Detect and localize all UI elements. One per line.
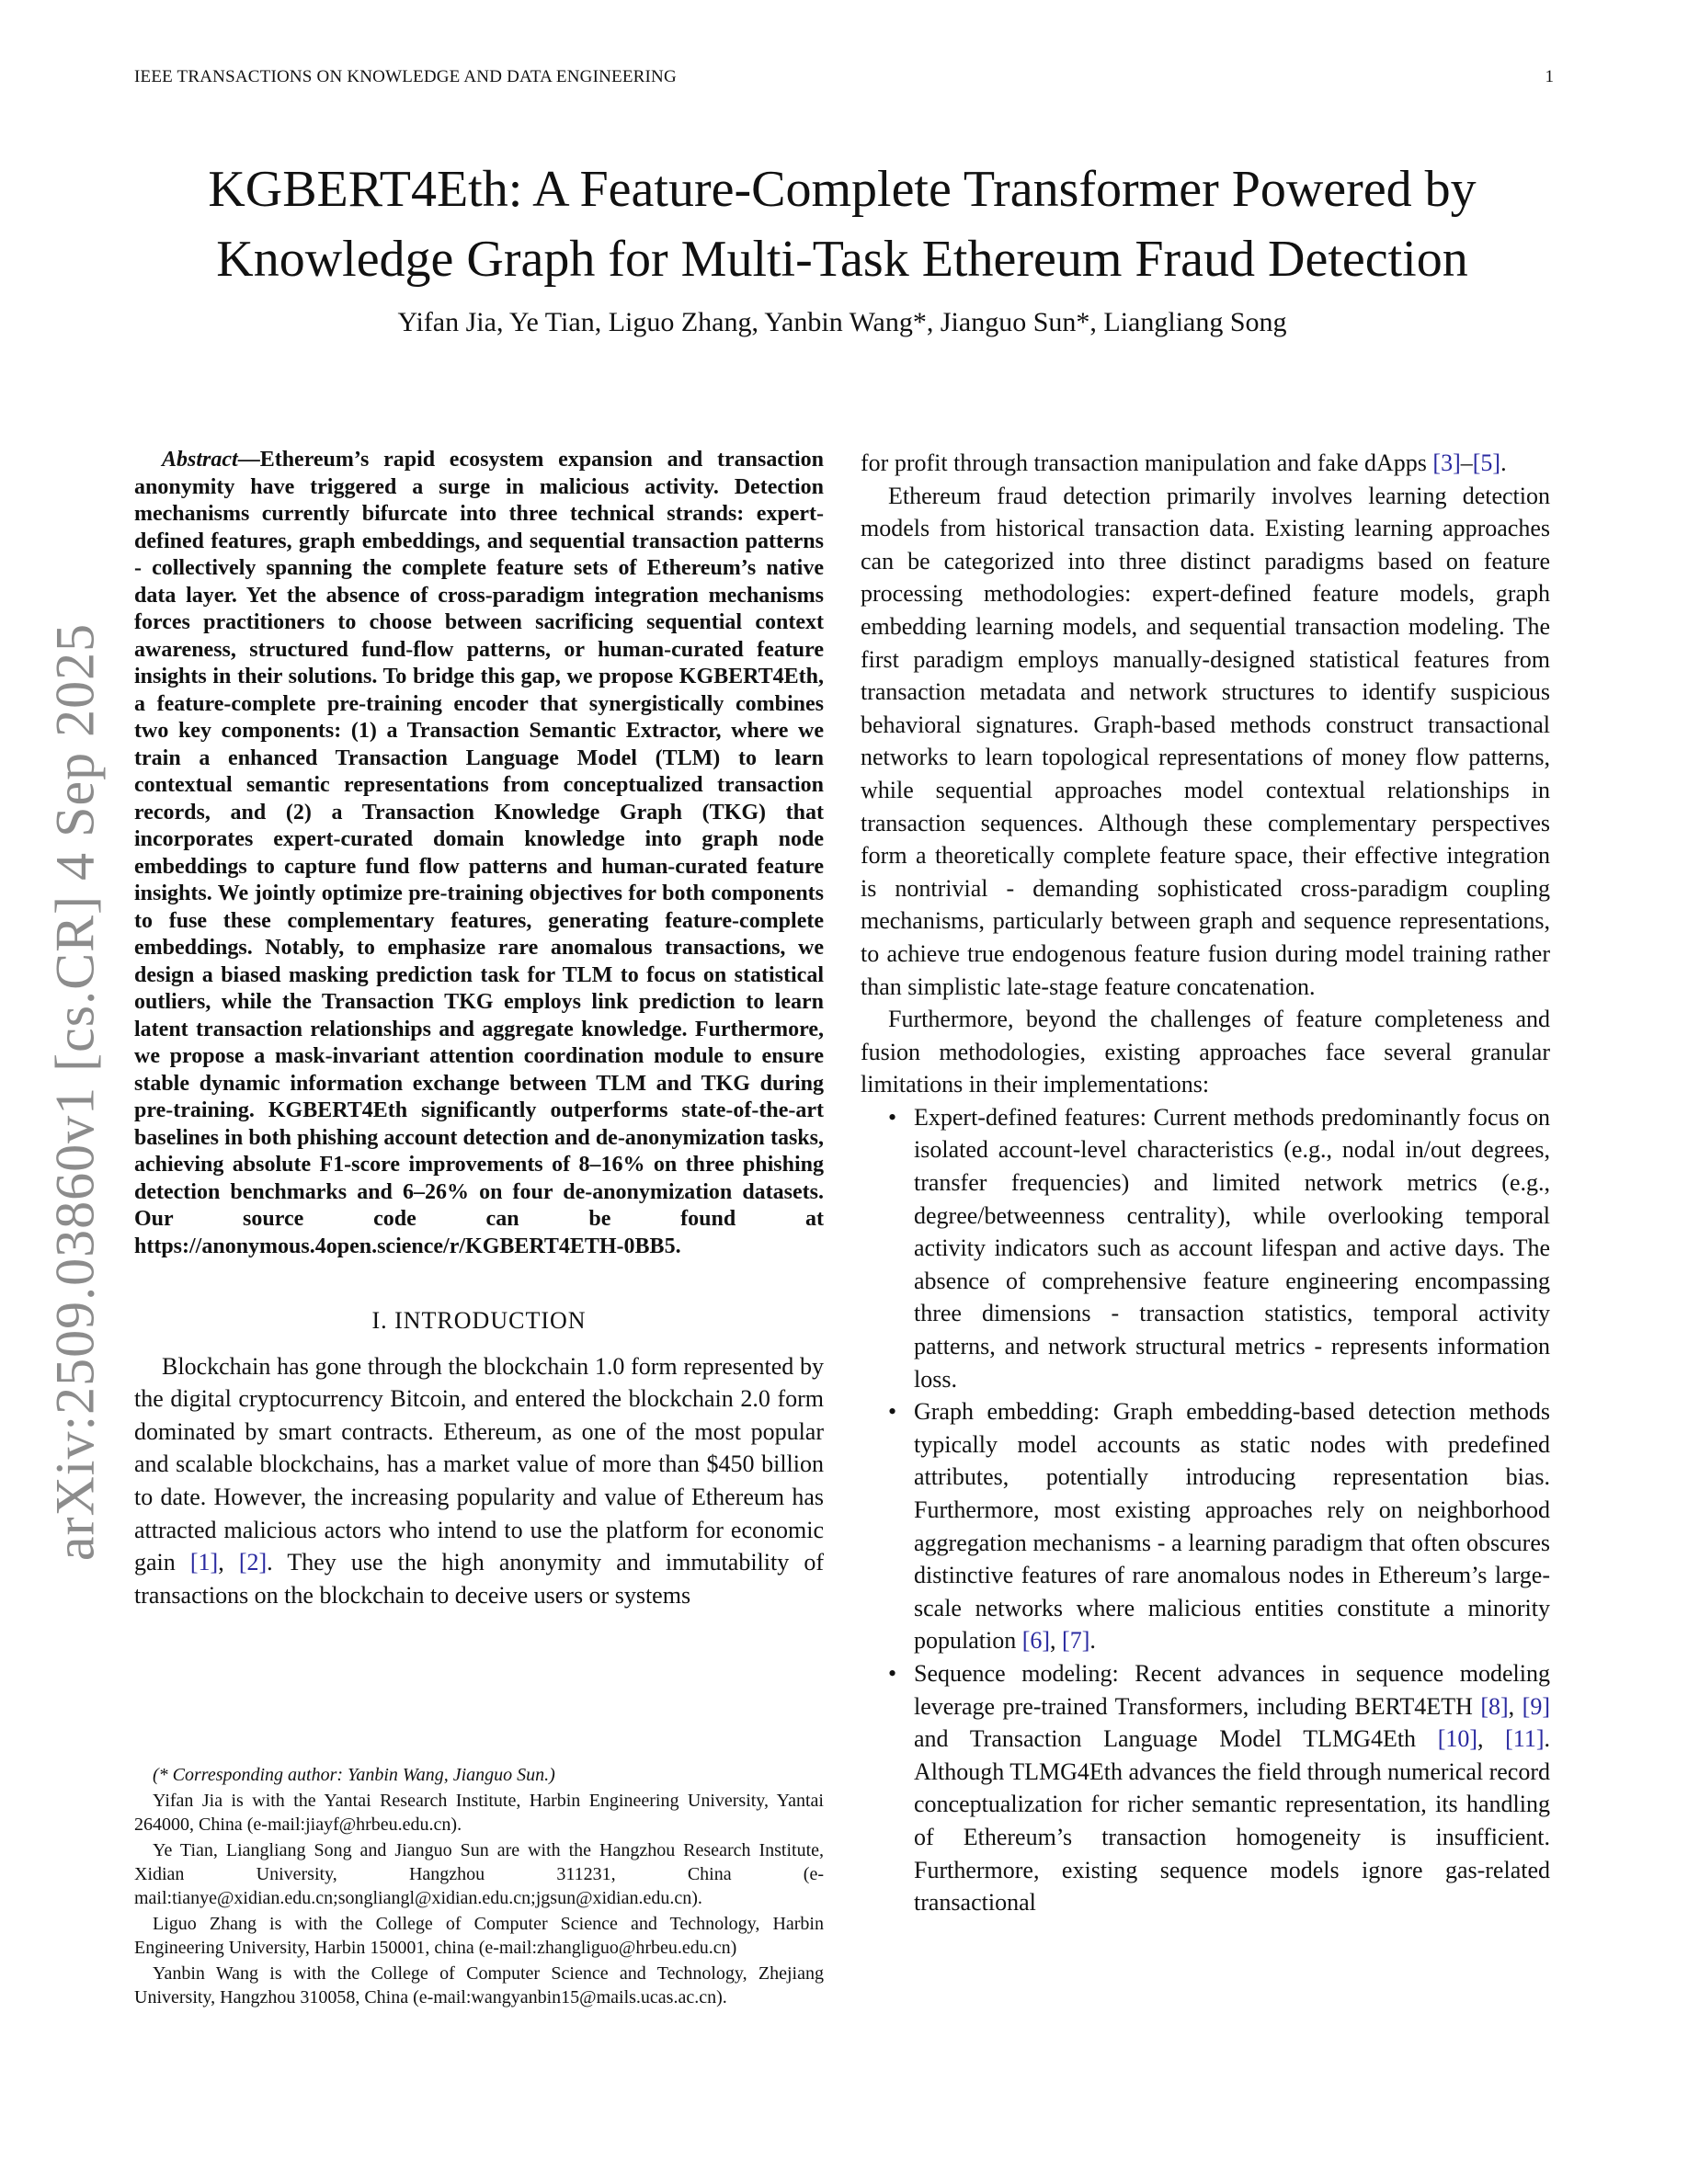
list-item-text: .: [1089, 1627, 1096, 1655]
citation-link[interactable]: [3]: [1432, 449, 1461, 476]
arxiv-stamp: arXiv:2509.03860v1 [cs.CR] 4 Sep 2025: [44, 622, 106, 1562]
citation-link[interactable]: [7]: [1062, 1627, 1090, 1655]
list-item: [861, 1657, 1550, 1919]
body-text: for profit through transaction manipulation and fake dApps: [861, 449, 1433, 476]
author-list: Yifan Jia, Ye Tian, Liguo Zhang, Yanbin Wang*, Jianguo Sun*, Liangliang Song: [397, 307, 1287, 337]
bullet-icon: •: [888, 1103, 897, 1131]
intro-text: ,: [218, 1549, 239, 1576]
body-text: .: [1500, 449, 1507, 476]
journal-header: IEEE TRANSACTIONS ON KNOWLEDGE AND DATA ENGINEERING: [134, 67, 677, 86]
paragraph-limitations: Furthermore, beyond the challenges of feature completeness and fusion methodologies, existing approaches face several granular limitations in their implementations:: [861, 1006, 1550, 1098]
citation-link[interactable]: [5]: [1472, 449, 1501, 476]
list-item-text: Graph embedding: Graph embedding-based detection methods typically model accounts as static nodes with predefined attributes, potentially introducing representation bias. Furthermore, most existing approaches rely on neighborhood aggregation mechanisms - a learning paradigm that often obscures distinctive features of rare anomalous nodes in Ethereum’s large-scale networks where malicious entities constitute a minority population: [914, 1398, 1550, 1655]
left-column: [134, 447, 824, 1611]
abstract: [134, 447, 824, 1260]
intro-text: Blockchain has gone through the blockchain 1.0 form represented by the digital cryptocurrency Bitcoin, and entered the blockchain 2.0 form dominated by smart contracts. Ethereum, as one of the most popular and scalable blockchains, has a market value of more than $450 billion to date. However, the increasing popularity and value of Ethereum has attracted malicious actors who intend to use the platform for economic gain: [134, 1352, 824, 1576]
abstract-label: Abstract: [162, 448, 238, 472]
list-item-text: . Although TLMG4Eth advances the field through numerical record conceptualization for richer semantic representation, its handling of Ethereum’s transaction homogeneity is insufficient. Furthermore, existing sequence models ignore gas-related transactional: [914, 1725, 1550, 1917]
page-number: 1: [1545, 67, 1554, 86]
intro-paragraph-1: [134, 1350, 824, 1612]
paragraph-continuation: [861, 447, 1550, 480]
bullet-icon: •: [888, 1659, 897, 1687]
list-item-text: Expert-defined features: Current methods predominantly focus on isolated account-level characteristics (e.g., nodal in/out degrees, transfer frequencies) and limited network metrics (e.g., degree/betweenness centrality), while overlooking temporal activity indicators such as account lifespan and active days. The absence of comprehensive feature engineering encompassing three dimensions - transaction statistics, temporal activity patterns, and network structural metrics - represents information loss.: [914, 1103, 1550, 1393]
paper-title: KGBERT4Eth: A Feature-Complete Transformer Powered by Knowledge Graph for Multi-Task Ethereum Fraud Detection: [208, 161, 1477, 288]
citation-link[interactable]: [8]: [1480, 1692, 1509, 1720]
list-item: [861, 1101, 1550, 1395]
citation-link[interactable]: [1]: [189, 1549, 219, 1576]
body-text: –: [1460, 449, 1473, 476]
citation-link[interactable]: [11]: [1505, 1725, 1545, 1753]
citation-link[interactable]: [9]: [1522, 1692, 1550, 1720]
footnote-affiliation: Ye Tian, Liangliang Song and Jianguo Sun are with the Hangzhou Research Institute, Xidian University, Hangzhou 311231, China (e-mail:tianye@xidian.edu.cn;songliangl@xidian.edu.cn;jgsun@xidian.edu.cn).: [134, 1840, 824, 1908]
citation-link[interactable]: [6]: [1021, 1627, 1051, 1655]
limitations-list: [861, 1101, 1550, 1919]
list-item-text: ,: [1508, 1692, 1523, 1720]
footnote-corresponding: (* Corresponding author: Yanbin Wang, Jianguo Sun.): [153, 1765, 555, 1785]
list-item-text: ,: [1477, 1725, 1506, 1753]
bullet-icon: •: [888, 1398, 897, 1426]
paragraph-fraud-detection: Ethereum fraud detection primarily involves learning detection models from historical transaction data. Existing learning approaches can be categorized into three distinct paradigms based on feature processing methodologies: expert-defined feature models, graph embedding learning models, and sequential transaction modeling. The first paradigm employs manually-designed statistical features from transaction metadata and network structures to identify suspicious behavioral signatures. Graph-based methods construct transactional networks to learn topological representations of money flow patterns, while sequential approaches model contextual relationships in transaction sequences. Although these complementary perspectives form a theoretically complete feature space, their effective integration is nontrivial - demanding sophisticated cross-paradigm coupling mechanisms, particularly between graph and sequence representations, to achieve true endogenous feature fusion during model training rather than simplistic late-stage feature concatenation.: [861, 482, 1550, 1000]
intro-text: . They use the high anonymity and immutability of transactions on the blockchain to deceive users or systems: [134, 1549, 824, 1609]
footnote-affiliation: Liguo Zhang is with the College of Computer Science and Technology, Harbin Engineering University, Harbin 150001, china (e-mail:zhangliguo@hrbeu.edu.cn): [134, 1914, 824, 1958]
footnotes: [134, 1763, 824, 2011]
list-item-text: and Transaction Language Model TLMG4Eth: [914, 1725, 1438, 1753]
citation-link[interactable]: [10]: [1437, 1725, 1478, 1753]
list-item: [861, 1395, 1550, 1657]
list-item-text: ,: [1050, 1627, 1063, 1655]
right-column: [861, 447, 1550, 1919]
section-heading-introduction: I. INTRODUCTION: [371, 1307, 587, 1334]
list-item-text: Sequence modeling: Recent advances in sequence modeling leverage pre-trained Transformers, including BERT4ETH: [914, 1659, 1550, 1720]
footnote-affiliation: Yifan Jia is with the Yantai Research Institute, Harbin Engineering University, Yantai 264000, China (e-mail:jiayf@hrbeu.edu.cn).: [134, 1791, 824, 1835]
citation-link[interactable]: [2]: [238, 1549, 268, 1576]
footnote-affiliation: Yanbin Wang is with the College of Computer Science and Technology, Zhejiang University, Hangzhou 310058, China (e-mail:wangyanbin15@mails.ucas.ac.cn).: [134, 1963, 824, 2008]
abstract-text: —Ethereum’s rapid ecosystem expansion and transaction anonymity have triggered a surge in malicious activity. Detection mechanisms currently bifurcate into three technical strands: expert-defined features, graph embeddings, and sequential transaction patterns - collectively spanning the complete feature sets of Ethereum’s native data layer. Yet the absence of cross-paradigm integration mechanisms forces practitioners to choose between sacrificing sequential context awareness, structured fund-flow patterns, or human-curated feature insights in their solutions. To bridge this gap, we propose KGBERT4Eth, a feature-complete pre-training encoder that synergistically combines two key components: (1) a Transaction Semantic Extractor, where we train a enhanced Transaction Language Model (TLM) to learn contextual semantic representations from conceptualized transaction records, and (2) a Transaction Knowledge Graph (TKG) that incorporates expert-curated domain knowledge into graph node embeddings to capture fund flow patterns and human-curated feature insights. We jointly optimize pre-training objectives for both components to fuse these complementary features, generating feature-complete embeddings. Notably, to emphasize rare anomalous transactions, we design a biased masking prediction task for TLM to focus on statistical outliers, while the Transaction TKG employs link prediction to learn latent transaction relationships and aggregate knowledge. Furthermore, we propose a mask-invariant attention coordination module to ensure stable dynamic information exchange between TLM and TKG during pre-training. KGBERT4Eth significantly outperforms state-of-the-art baselines in both phishing account detection and de-anonymization tasks, achieving absolute F1-score improvements of 8–16% on three phishing detection benchmarks and 6–26% on four de-anonymization datasets. Our source code can be found at https://anonymous.4open.science/r/KGBERT4ETH-0BB5.: [134, 448, 824, 1258]
